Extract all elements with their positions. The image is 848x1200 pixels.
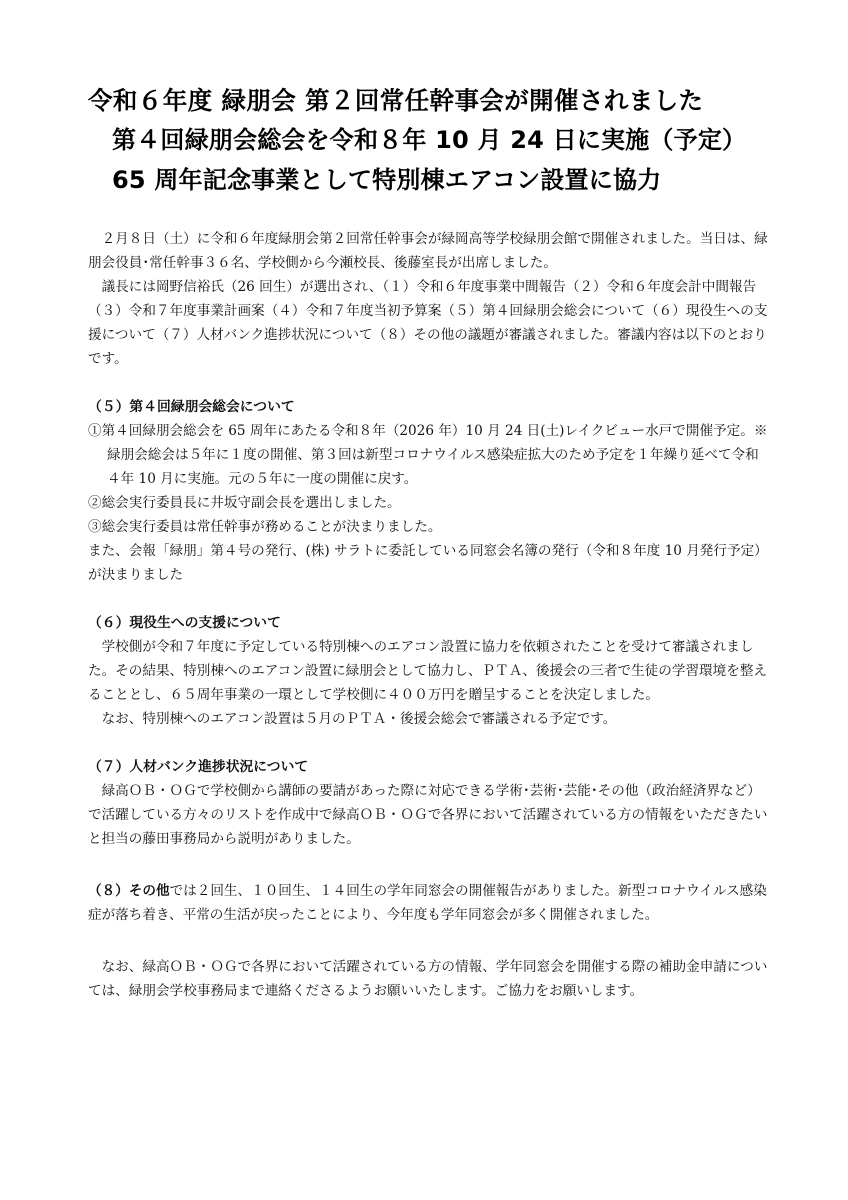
section-5-note: また、会報「緑朋」第４号の発行、(株) サラトに委託している同窓会名簿の発行（令和８年度 10 月発行予定）が決まりました <box>88 543 768 583</box>
section-6-heading: （６）現役生への支援について <box>88 615 281 631</box>
title-line-2: 第４回緑朋会総会を令和８年 10 月 24 日に実施（予定） <box>112 126 747 154</box>
intro-paragraph-1: ２月８日（土）に令和６年度緑朋会第２回常任幹事会が緑岡高等学校緑朋会館で開催されました。当日は、緑朋会役員･常任幹事３６名、学校側から今瀬校長、後藤室長が出席しました。 <box>88 231 768 271</box>
section-6-paragraph-2: なお、特別棟へのエアコン設置は５月のＰＴＡ・後援会総会で審議される予定です。 <box>101 711 617 727</box>
section-8-lead: （８）その他 <box>88 883 170 899</box>
document-body <box>88 227 768 1003</box>
title-line-3: 65 周年記念事業として特別棟エアコン設置に協力 <box>112 166 662 194</box>
section-8-text: では２回生、１０回生、１４回生の学年同窓会の開催報告がありました。新型コロナウイルス感染症が落ち着き、平常の生活が戻ったことにより、今年度も学年同窓会が多く開催されました。 <box>88 883 767 923</box>
closing-paragraph: なお、緑高ＯＢ・ＯＧで各界において活躍されている方の情報、学年同窓会を開催する際の補助金申請については、緑朋会学校事務局まで連絡くださるようお願いいたします。ご協力をお願いします。 <box>88 959 768 999</box>
section-8-paragraph <box>88 879 768 927</box>
section-5-item-1: ①第４回緑朋会総会を 65 周年にあたる令和８年（2026 年）10 月 24 日(土)レイクビュー水戸で開催予定。※緑朋会総会は５年に１度の開催、第３回は新型コロナウイルス感染症拡大のため予定を１年繰り延べて令和４年 10 月に実施。元の５年に一度の開催に戻す。 <box>88 423 768 487</box>
section-5-heading: （５）第４回緑朋会総会について <box>88 399 295 415</box>
section-7-heading: （７）人材バンク進捗状況について <box>88 759 309 775</box>
section-5-item-2: ②総会実行委員長に井坂守副会長を選出しました。 <box>88 495 401 511</box>
section-7-paragraph: 緑高ＯＢ・ＯＧで学校側から講師の要請があった際に対応できる学術･芸術･芸能･その他（政治経済界など）で活躍している方々のリストを作成中で緑高ＯＢ・ＯＧで各界において活躍されている方の情報をいただきたいと担当の藤田事務局から説明がありました。 <box>88 783 768 847</box>
section-5-item-3: ③総会実行委員は常任幹事が務めることが決まりました。 <box>88 519 442 535</box>
intro-paragraph-2: 議長には岡野信裕氏（26 回生）が選出され、（１）令和６年度事業中間報告（２）令和６年度会計中間報告（３）令和７年度事業計画案（４）令和７年度当初予算案（５）第４回緑朋会総会について（６）現役生への支援について（７）人材バンク進捗状況について（８）その他の議題が審議されました。審議内容は以下のとおりです。 <box>88 279 768 367</box>
title-line-1: 令和６年度 緑朋会 第２回常任幹事会が開催されました <box>88 86 704 115</box>
section-6-paragraph-1: 学校側が令和７年度に予定している特別棟へのエアコン設置に協力を依頼されたことを受けて審議されました。その結果、特別棟へのエアコン設置に緑朋会として協力し、ＰＴＡ、後援会の三者で生徒の学習環境を整えることとし、６５周年事業の一環として学校側に４００万円を贈呈することを決定しました。 <box>88 639 768 703</box>
